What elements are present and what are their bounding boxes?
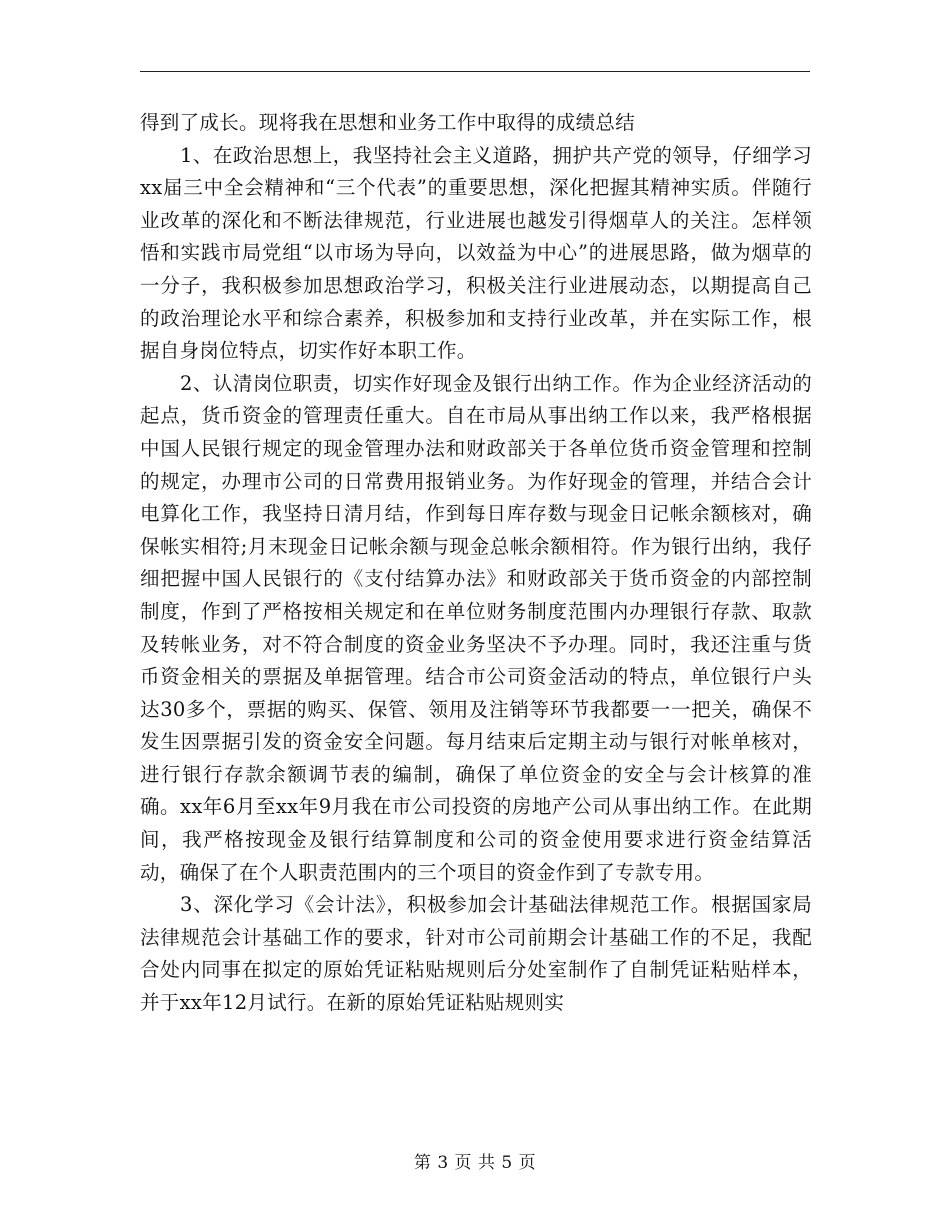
paragraph-intro: 得到了成长。现将我在思想和业务工作中取得的成绩总结 [140,111,636,134]
paragraph-political-thought: 1、在政治思想上，我坚持社会主义道路，拥护共产党的领导，仔细学习xx届三中全会精神和“三个代表”的重要思想，深化把握其精神实质。伴随行业改革的深化和不断法律规范，行业进展也越发引得烟草人的关注。怎样领悟和实践市局党组“以市场为导向，以效益为中心”的进展思路，做为烟草的一分子，我积极参加思想政治学习，积极关注行业进展动态，以期提高自己的政治理论水平和综合素养，积极参加和支持行业改革，并在实际工作，根据自身岗位特点，切实作好本职工作。 [140,143,812,363]
page-footer: 第 3 页 共 5 页 [413,1153,537,1173]
document-body [140,107,812,1020]
paragraph-accounting-law: 3、深化学习《会计法》，积极参加会计基础法律规范工作。根据国家局法律规范会计基础工作的要求，针对市公司前期会计基础工作的不足，我配合处内同事在拟定的原始凭证粘贴规则后分处室制作了自制凭证粘贴样本，并于xx年12月试行。在新的原始凭证粘贴规则实 [140,893,812,1015]
paragraph-cashier-duties: 2、认清岗位职责，切实作好现金及银行出纳工作。作为企业经济活动的起点，货币资金的管理责任重大。自在市局从事出纳工作以来，我严格根据中国人民银行规定的现金管理办法和财政部关于各单位货币资金管理和控制的规定，办理市公司的日常费用报销业务。为作好现金的管理，并结合会计电算化工作，我坚持日清月结，作到每日库存数与现金日记帐余额核对，确保帐实相符;月末现金日记帐余额与现金总帐余额相符。作为银行出纳，我仔细把握中国人民银行的《支付结算办法》和财政部关于货币资金的内部控制制度，作到了严格按相关规定和在单位财务制度范围内办理银行存款、取款及转帐业务，对不符合制度的资金业务坚决不予办理。同时，我还注重与货币资金相关的票据及单据管理。结合市公司资金活动的特点，单位银行户头达30多个，票据的购买、保管、领用及注销等环节我都要一一把关，确保不发生因票据引发的资金安全问题。每月结束后定期主动与银行对帐单核对，进行银行存款余额调节表的编制，确保了单位资金的安全与会计核算的准确。xx年6月至xx年9月我在市公司投资的房地产公司从事出纳工作。在此期间，我严格按现金及银行结算制度和公司的资金使用要求进行资金结算活动，确保了在个人职责范围内的三个项目的资金作到了专款专用。 [140,371,812,884]
header-rule [140,71,810,72]
